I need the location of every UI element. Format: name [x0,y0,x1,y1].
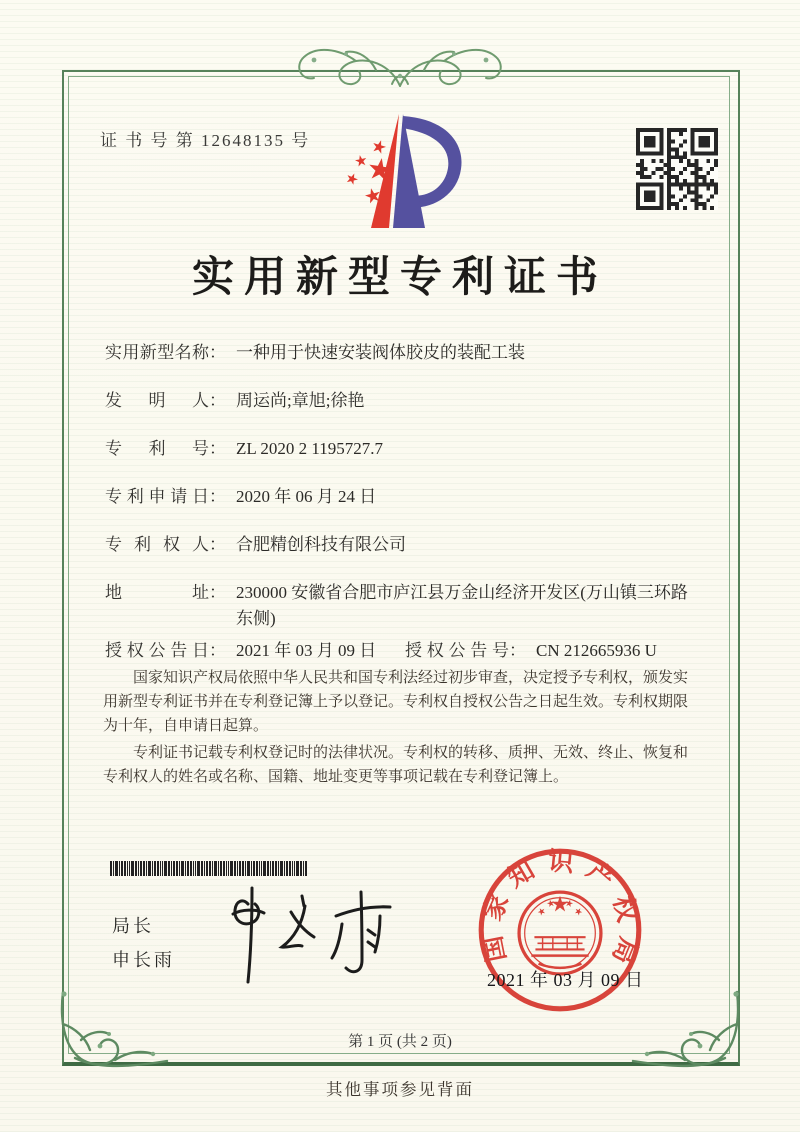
field-label: 专利号 [105,439,209,458]
barcode-icon [110,861,312,876]
field-value: 周运尚;章旭;徐艳 [236,391,365,410]
field-row-patentee [105,532,700,558]
field-colon: ： [209,535,226,554]
grant-date-value: 2021 年 03 月 09 日 [236,641,377,660]
grant-number-pair [405,638,657,664]
field-value: ZL 2020 2 1195727.7 [236,439,384,458]
director-name: 申长雨 [112,950,175,970]
field-label: 发明人 [105,391,209,410]
field-value: 一种用于快速安装阀体胶皮的装配工装 [236,343,525,362]
certificate-number: 证 书 号 第 12648135 号 [100,131,311,150]
director-title: 局长 [112,916,154,936]
field-label: 专利权人 [105,535,209,554]
qr-code-icon [636,128,718,210]
field-row-filing-date [105,484,700,510]
field-value: 2020 年 06 月 24 日 [236,487,377,506]
field-colon: ： [209,439,226,458]
svg-text:国家知识产权局 [476,846,645,978]
certificate-fields [105,340,700,686]
field-row-utility-model-name [105,340,700,366]
back-side-note: 其他事项参见背面 [326,1080,474,1099]
field-label: 专利申请日 [105,487,209,506]
field-colon: ： [209,343,226,362]
legal-text [103,666,700,792]
field-row-address [105,580,700,632]
field-value: 合肥精创科技有限公司 [236,535,406,554]
field-row-grant [105,638,700,664]
cnipa-logo-icon [328,110,472,232]
seal-ring-text: 国家知识产权局 [475,846,645,979]
legal-paragraph-2: 专利证书记载专利权登记时的法律状况。专利权的转移、质押、无效、终止、恢复和专利权人的姓名或名称、国籍、地址变更等事项记载在专利登记簿上。 [103,745,689,785]
director-signature-icon [218,884,413,986]
field-label: 实用新型名称 [105,343,209,362]
field-colon: ： [209,641,226,660]
grant-number-value: CN 212665936 U [536,641,657,660]
field-colon: ： [509,641,526,660]
legal-paragraph-1: 国家知识产权局依照中华人民共和国专利法经过初步审查，决定授予专利权，颁发实用新型专利证书并在专利登记簿上予以登记。专利权自授权公告之日起生效。专利权期限为十年，自申请日起算。 [103,670,689,734]
field-label: 授权公告号 [405,641,509,660]
seal-date: 2021 年 03 月 09 日 [487,970,644,990]
certificate-title: 实用新型专利证书 [191,255,608,301]
top-floral-ornament-icon [280,36,520,92]
field-colon: ： [209,583,226,602]
field-row-patent-number [105,436,700,462]
field-colon: ： [209,487,226,506]
field-value: 230000 安徽省合肥市庐江县万金山经济开发区(万山镇三环路东侧) [236,583,688,628]
field-colon: ： [209,391,226,410]
field-label: 授权公告日 [105,641,209,660]
field-row-inventors [105,388,700,414]
page-number: 第 1 页 (共 2 页) [348,1034,452,1050]
field-label: 地址 [105,583,209,602]
